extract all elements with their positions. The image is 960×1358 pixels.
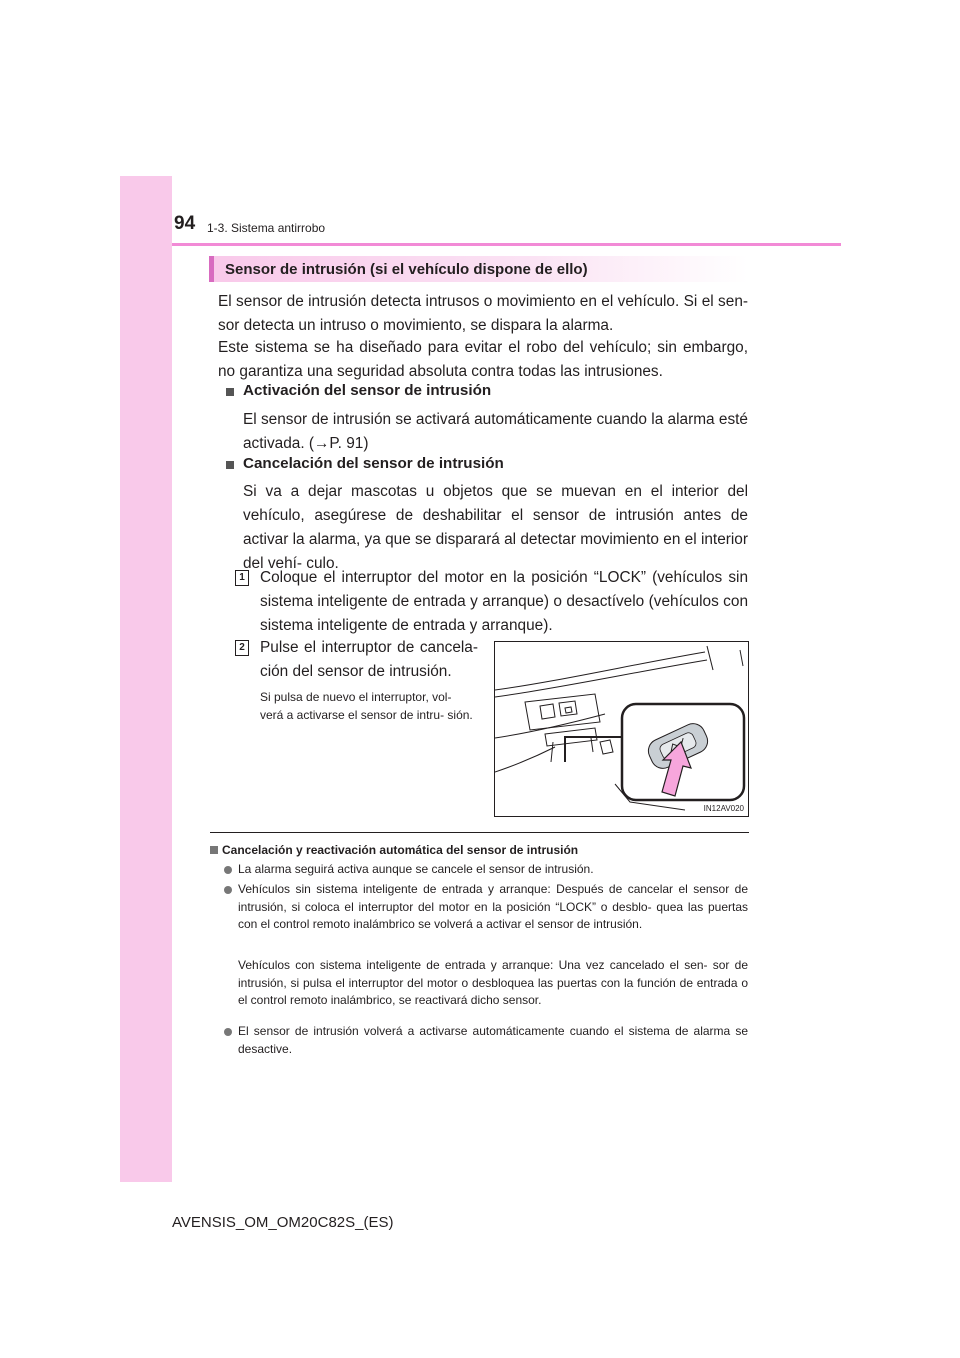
- cancellation-heading: Cancelación del sensor de intrusión: [243, 455, 504, 472]
- info-divider: [210, 832, 749, 833]
- intro-paragraph-2: Este sistema se ha diseñado para evitar el robo del vehículo; sin embargo, no garantiza una seguridad absoluta contra todas las intrusiones.: [218, 339, 748, 380]
- cancellation-text: Si va a dejar mascotas u objetos que se muevan en el interior del vehículo, asegúrese de deshabilitar el sensor de intrusión antes de activar la alarma, ya que se disparará al detectar movimiento en el interior del vehí- culo.: [243, 483, 748, 572]
- section-header: 1-3. Sistema antirrobo: [207, 221, 326, 235]
- activation-heading: Activación del sensor de intrusión: [243, 382, 492, 399]
- step-2-text: Pulse el interruptor de cancela- ción del sensor de intrusión.: [260, 639, 478, 680]
- section-title-bar: [209, 256, 748, 282]
- info-bullet-2: Vehículos sin sistema inteligente de entrada y arranque: Después de cancelar el sensor de intrusión, si coloca el interruptor del motor en la posición “LOCK” o desblo- quea las puertas con el control remoto inalámbrico se volverá a activar el sensor de intrusión.: [238, 882, 748, 931]
- info-bullet-3: El sensor de intrusión volverá a activarse automáticamente cuando el sistema de alarma se desactive.: [238, 1024, 748, 1056]
- activation-text: El sensor de intrusión se activará automáticamente cuando la alarma esté activada. (→P. 91): [243, 411, 748, 452]
- step-number-2: 2: [235, 640, 249, 656]
- circle-bullet-icon: [224, 886, 232, 894]
- step-number-1: 1: [235, 570, 249, 586]
- header-rule: [172, 243, 841, 246]
- sensor-switch-illustration: [494, 641, 749, 817]
- square-bullet-icon: [226, 388, 234, 396]
- footer-doc-code: AVENSIS_OM_OM20C82S_(ES): [172, 1214, 394, 1231]
- figure-code: IN12AV020: [703, 804, 744, 813]
- step-1-text: Coloque el interruptor del motor en la posición “LOCK” (vehículos sin sistema inteligente de entrada y arranque) o desactívelo (vehículos con sistema inteligente de entrada y arranque).: [260, 569, 748, 634]
- overhead-console-drawing: [495, 642, 748, 816]
- page-number: 94: [174, 213, 196, 234]
- info-bullet-2-extra: Vehículos con sistema inteligente de entrada y arranque: Una vez cancelado el sen- sor de intrusión, si pulsa el interruptor del motor o desbloquea las puertas con la función de entrada o el control remoto inalámbrico, se reactivará dicho sensor.: [238, 958, 748, 1007]
- step-2-note: Si pulsa de nuevo el interruptor, vol- verá a activarse el sensor de intru- sión.: [260, 690, 473, 722]
- side-band: [120, 176, 172, 1182]
- circle-bullet-icon: [224, 1028, 232, 1036]
- square-bullet-icon: [210, 846, 218, 854]
- section-title: Sensor de intrusión (si el vehículo dispone de ello): [225, 261, 588, 278]
- info-bullet-1: La alarma seguirá activa aunque se cancele el sensor de intrusión.: [238, 862, 594, 876]
- square-bullet-icon: [226, 461, 234, 469]
- intro-paragraph-1: El sensor de intrusión detecta intrusos o movimiento en el vehículo. Si el sen- sor detecta un intruso o movimiento, se dispara la alarma.: [218, 293, 748, 334]
- info-heading: Cancelación y reactivación automática del sensor de intrusión: [222, 843, 579, 857]
- circle-bullet-icon: [224, 866, 232, 874]
